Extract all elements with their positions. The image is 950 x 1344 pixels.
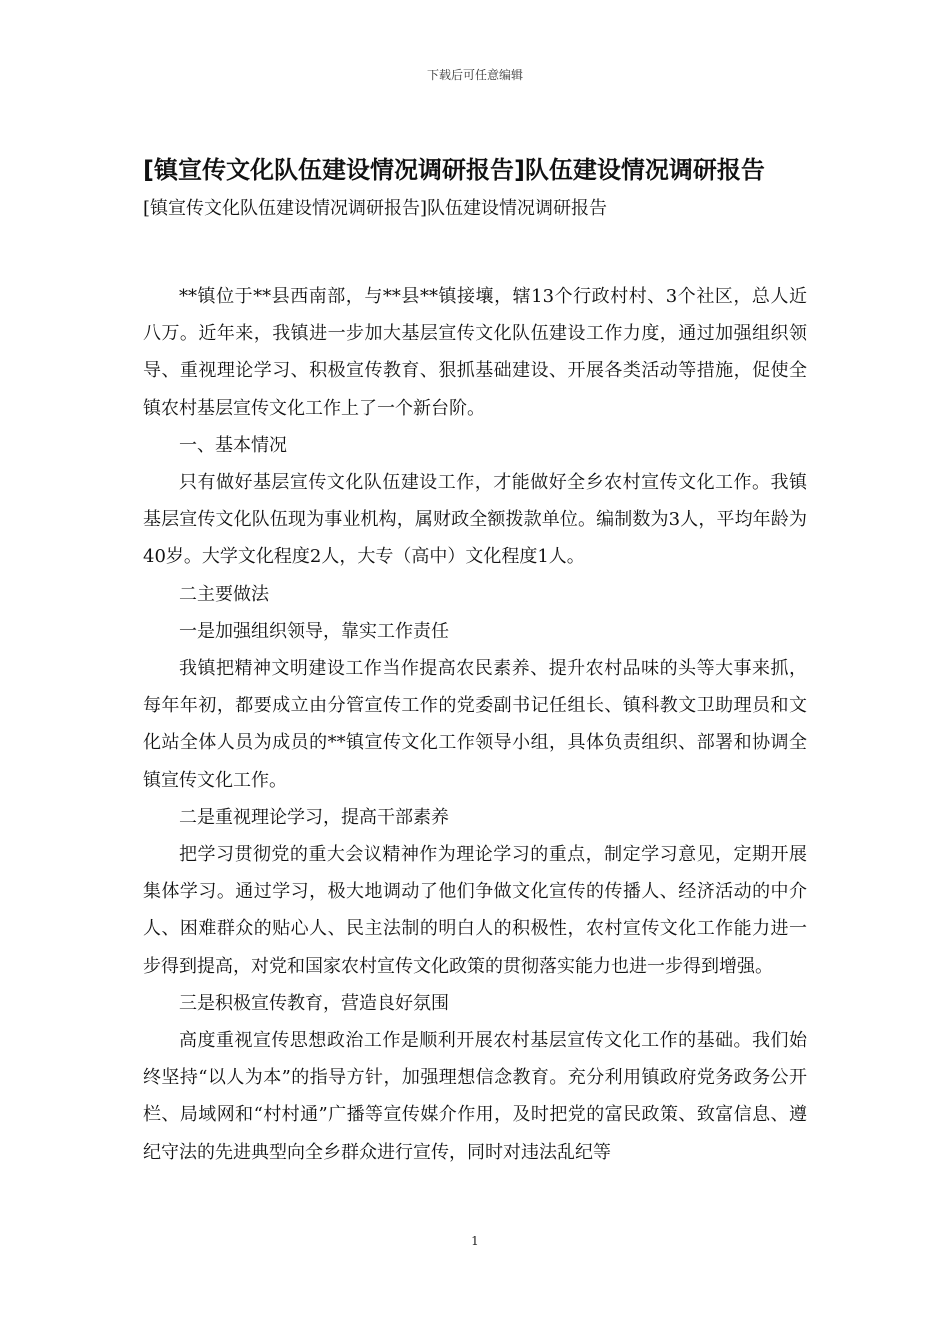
document-subtitle: [镇宣传文化队伍建设情况调研报告]队伍建设情况调研报告 (143, 198, 608, 219)
page-number: 1 (471, 1234, 479, 1248)
subsection-heading: 二是重视理论学习，提高干部素养 (179, 806, 449, 828)
body-paragraph: 高度重视宣传思想政治工作是顺利开展农村基层宣传文化工作的基础。我们始终坚持“以人为本”的指导方针，加强理想信念教育。充分利用镇政府党务政务公开栏、局域网和“村村通”广播等宣传媒介作用，及时把党的富民政策、致富信息、遵纪守法的先进典型向全乡群众进行宣传，同时对违法乱纪等 (143, 1030, 807, 1163)
section-heading: 二主要做法 (179, 583, 269, 605)
section-heading: 一、基本情况 (179, 434, 287, 456)
body-paragraph: **镇位于**县西南部，与**县**镇接壤，辖13个行政村村、3个社区，总人近八万。近年来，我镇进一步加大基层宣传文化队伍建设工作力度，通过加强组织领导、重视理论学习、积极宣传教育、狠抓基础建设、开展各类活动等措施，促使全镇农村基层宣传文化工作上了一个新台阶。 (143, 286, 807, 419)
document-body (143, 278, 807, 1171)
body-paragraph: 只有做好基层宣传文化队伍建设工作，才能做好全乡农村宣传文化工作。我镇基层宣传文化队伍现为事业机构，属财政全额拨款单位。编制数为3人，平均年龄为40岁。大学文化程度2人，大专（高中）文化程度1人。 (143, 472, 807, 568)
document-content (143, 150, 807, 1171)
document-title: [镇宣传文化队伍建设情况调研报告]队伍建设情况调研报告 (143, 156, 765, 184)
subsection-heading: 三是积极宣传教育，营造良好氛围 (179, 992, 449, 1014)
body-paragraph: 把学习贯彻党的重大会议精神作为理论学习的重点，制定学习意见，定期开展集体学习。通过学习，极大地调动了他们争做文化宣传的传播人、经济活动的中介人、困难群众的贴心人、民主法制的明白人的积极性，农村宣传文化工作能力进一步得到提高，对党和国家农村宣传文化政策的贯彻落实能力也进一步得到增强。 (143, 844, 807, 977)
body-paragraph: 我镇把精神文明建设工作当作提高农民素养、提升农村品味的头等大事来抓，每年年初，都要成立由分管宣传工作的党委副书记任组长、镇科教文卫助理员和文化站全体人员为成员的**镇宣传文化工作领导小组，具体负责组织、部署和协调全镇宣传文化工作。 (143, 658, 807, 791)
subsection-heading: 一是加强组织领导，靠实工作责任 (179, 620, 449, 642)
page-header-note: 下载后可任意编辑 (426, 68, 523, 82)
